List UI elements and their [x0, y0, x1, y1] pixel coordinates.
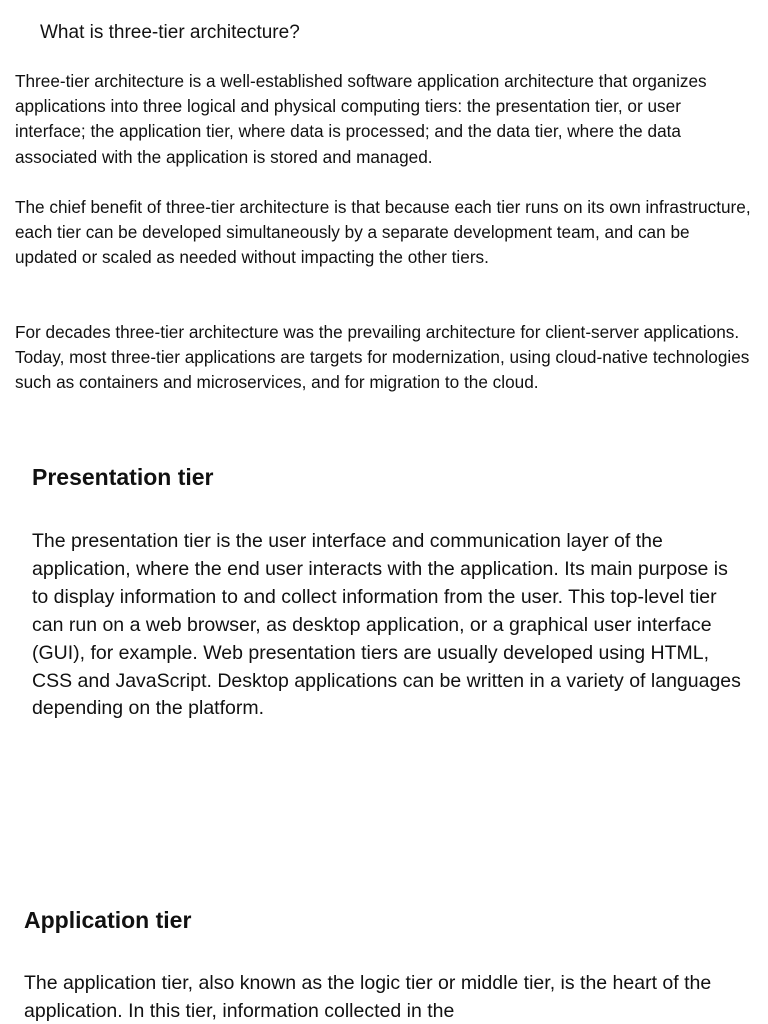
- application-tier-paragraph: The application tier, also known as the logic tier or middle tier, is the heart of the application. In this tier, information collected in the: [24, 972, 712, 1022]
- presentation-tier-paragraph: The presentation tier is the user interface and communication layer of the application, where the end user interacts with the application. Its main purpose is to display information to and collect information from the user. This top-level tier can run on a web browser, as desktop application, or a graphical user interface (GUI), for example. Web presentation tiers are usually developed using HTML, CSS and JavaScript. Desktop applications can be written in a variety of languages depending on the platform.: [32, 530, 741, 720]
- intro-paragraph-modernization: For decades three-tier architecture was the prevailing architecture for client-server applications. Today, most three-tier applications are targets for modernization, using cloud-native technologies such as containers and microservices, and for migration to the cloud.: [15, 322, 750, 393]
- intro-paragraph-definition: Three-tier architecture is a well-established software application architecture that organizes applications into three logical and physical computing tiers: the presentation tier, or user interface; the application tier, where data is processed; and the data tier, where the data associated with the application is stored and managed.: [15, 71, 707, 167]
- application-tier-heading: Application tier: [24, 907, 192, 933]
- intro-paragraph-benefits: The chief benefit of three-tier architecture is that because each tier runs on its own infrastructure, each tier can be developed simultaneously by a separate development team, and can be updated or scaled as needed without impacting the other tiers.: [15, 197, 751, 268]
- presentation-tier-heading: Presentation tier: [32, 464, 214, 490]
- document-title: What is three-tier architecture?: [40, 22, 300, 43]
